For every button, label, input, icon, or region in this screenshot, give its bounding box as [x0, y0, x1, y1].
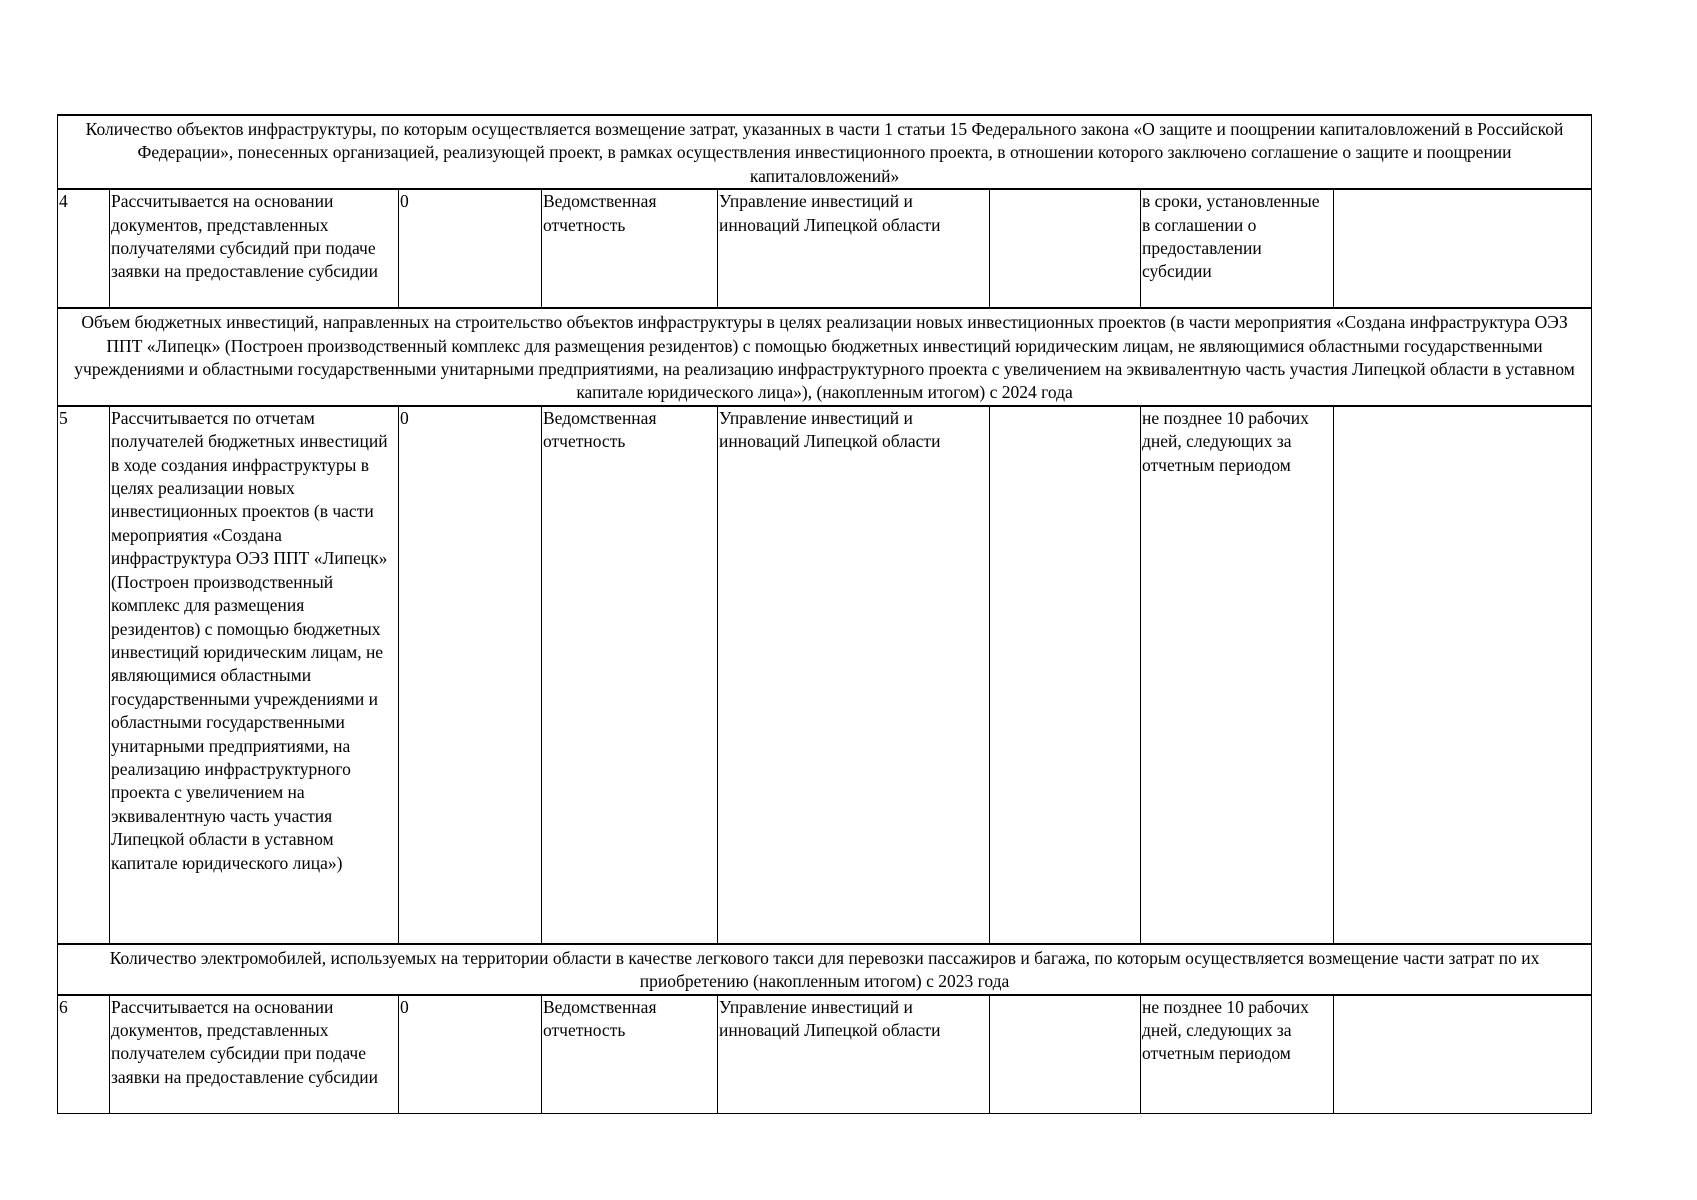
- calculation-method: Рассчитывается на основании документов, представленных получателями субсидий при подаче заявки на предоставление субсидии: [110, 189, 399, 308]
- section-heading: Количество объектов инфраструктуры, по которым осуществляется возмещение затрат, указанных в части 1 статьи 15 Федерального закона «О защите и поощрении капиталовложений в Российской Федерации», понесенных организацией, реализующей проект, в рамках осуществления инвестиционного проекта, в отношении которого заключено соглашение о защите и поощрении капиталовложений»: [58, 115, 1592, 189]
- deadline: в сроки, установленные в соглашении о предоставлении субсидии: [1141, 189, 1334, 308]
- empty-cell: [1334, 189, 1592, 308]
- table-row: [58, 995, 1592, 1114]
- section-header-row: [58, 944, 1592, 995]
- empty-cell: [1334, 995, 1592, 1114]
- empty-cell: [1334, 406, 1592, 944]
- data-source: Ведомственная отчетность: [542, 406, 718, 944]
- calculation-method: Рассчитывается по отчетам получателей бюджетных инвестиций в ходе создания инфраструктуры в целях реализации новых инвестиционных проектов (в части мероприятия «Создана инфраструктура ОЭЗ ППТ «Липецк» (Построен производственный комплекс для размещения резидентов) с помощью бюджетных инвестиций юридическим лицам, не являющимися областными государственными учреждениями и областными государственными унитарными предприятиями, на реализацию инфраструктурного проекта с увеличением на эквивалентную часть участия Липецкой области в уставном капитале юридического лица»): [110, 406, 399, 944]
- deadline: не позднее 10 рабочих дней, следующих за отчетным периодом: [1141, 995, 1334, 1114]
- row-number: 6: [58, 995, 110, 1114]
- data-source: Ведомственная отчетность: [542, 995, 718, 1114]
- section-heading: Количество электромобилей, используемых на территории области в качестве легкового такси для перевозки пассажиров и багажа, по которым осуществляется возмещение части затрат по их приобретению (накопленным итогом) с 2023 года: [58, 944, 1592, 995]
- base-value: 0: [399, 995, 542, 1114]
- indicators-table: [57, 114, 1592, 1114]
- empty-cell: [990, 995, 1141, 1114]
- deadline: не позднее 10 рабочих дней, следующих за отчетным периодом: [1141, 406, 1334, 944]
- data-source: Ведомственная отчетность: [542, 189, 718, 308]
- empty-cell: [990, 189, 1141, 308]
- section-header-row: [58, 115, 1592, 189]
- section-heading: Объем бюджетных инвестиций, направленных на строительство объектов инфраструктуры в целях реализации новых инвестиционных проектов (в части мероприятия «Создана инфраструктура ОЭЗ ППТ «Липецк» (Построен производственный комплекс для размещения резидентов) с помощью бюджетных инвестиций юридическим лицам, не являющимися областными государственными учреждениями и областными государственными унитарными предприятиями, на реализацию инфраструктурного проекта с увеличением на эквивалентную часть участия Липецкой области в уставном капитале юридического лица»), (накопленным итогом) с 2024 года: [58, 308, 1592, 406]
- row-number: 5: [58, 406, 110, 944]
- base-value: 0: [399, 189, 542, 308]
- base-value: 0: [399, 406, 542, 944]
- responsible-body: Управление инвестиций и инноваций Липецкой области: [718, 406, 990, 944]
- responsible-body: Управление инвестиций и инноваций Липецкой области: [718, 995, 990, 1114]
- responsible-body: Управление инвестиций и инноваций Липецкой области: [718, 189, 990, 308]
- row-number: 4: [58, 189, 110, 308]
- table-row: [58, 189, 1592, 308]
- section-header-row: [58, 308, 1592, 406]
- table-row: [58, 406, 1592, 944]
- empty-cell: [990, 406, 1141, 944]
- calculation-method: Рассчитывается на основании документов, представленных получателем субсидии при подаче заявки на предоставление субсидии: [110, 995, 399, 1114]
